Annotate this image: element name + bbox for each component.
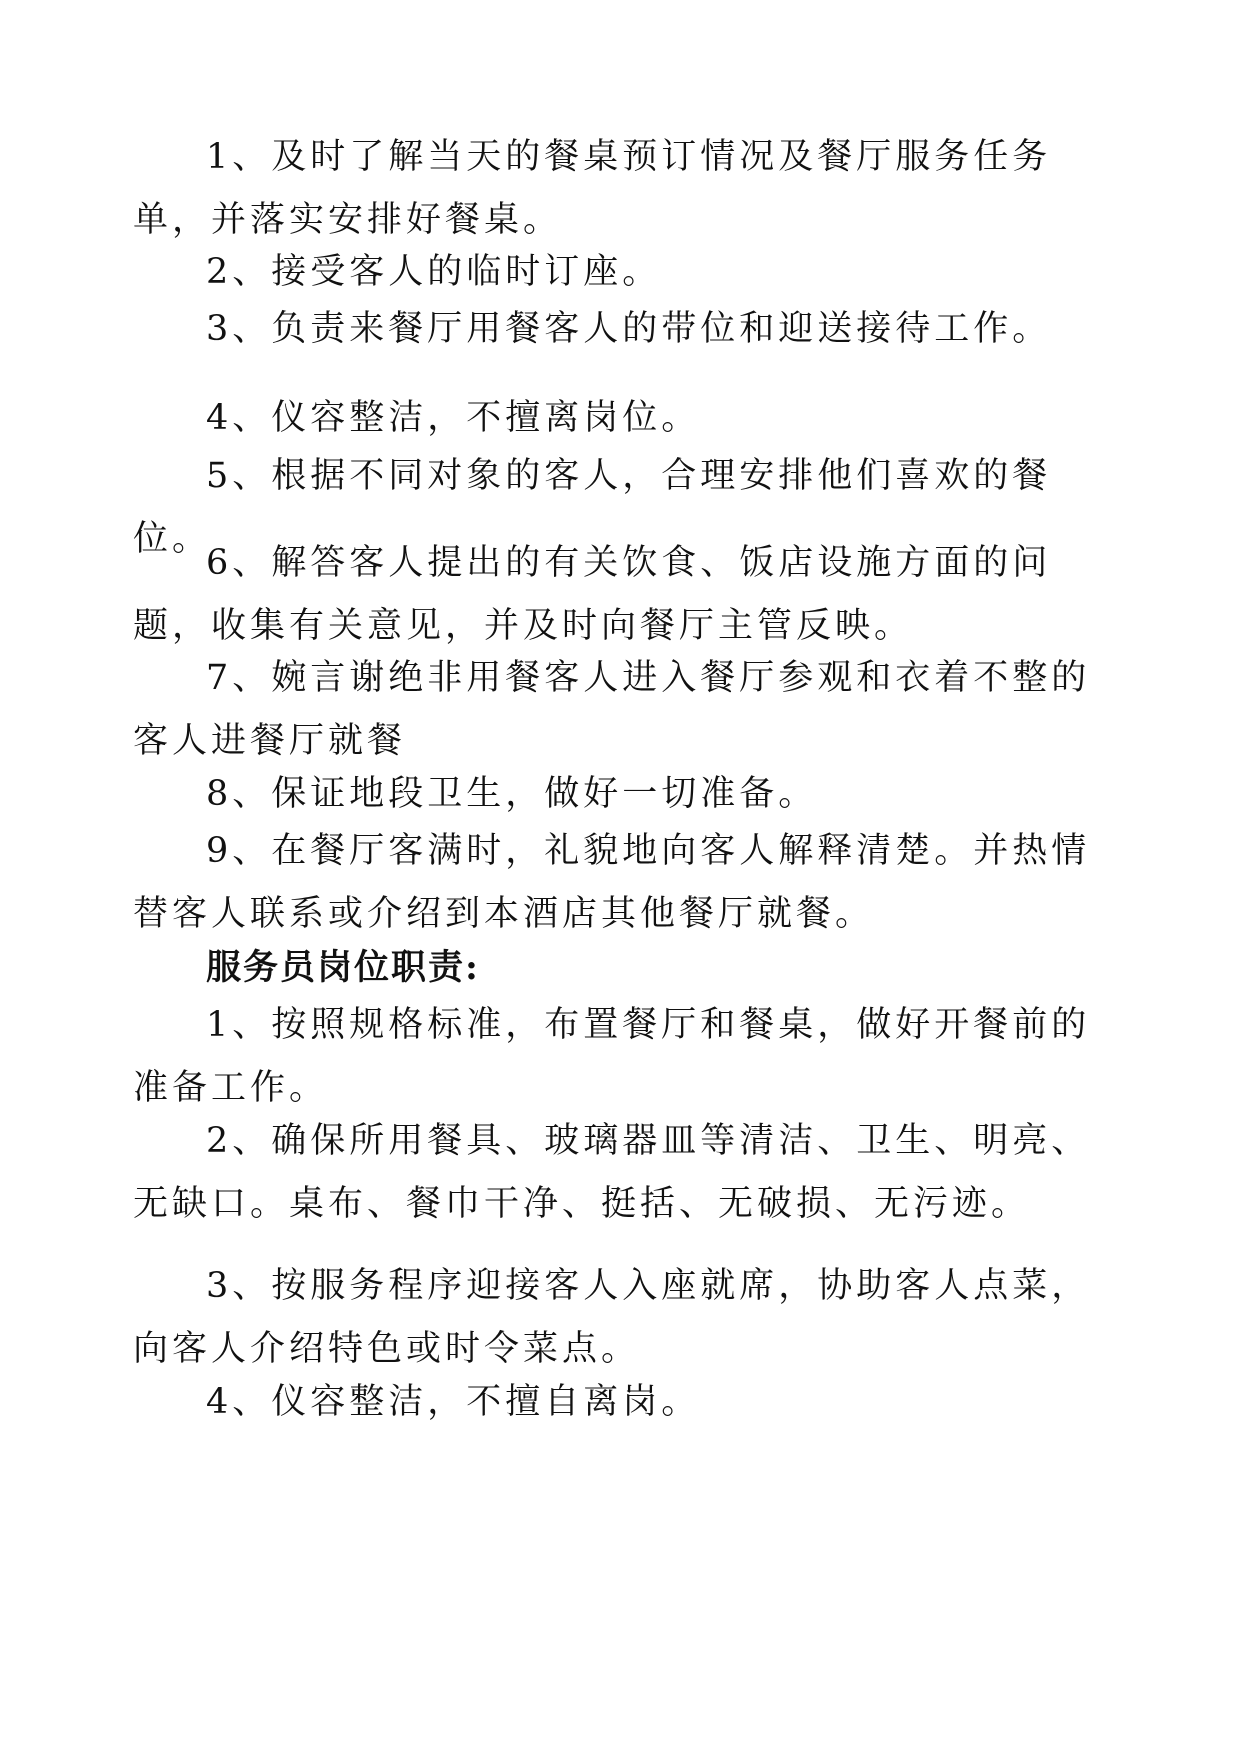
duty-item-9: 9、在餐厅客满时，礼貌地向客人解释清楚。并热情替客人联系或介绍到本酒店其他餐厅就餐。 bbox=[133, 831, 1091, 934]
duty-item-5: 5、根据不同对象的客人，合理安排他们喜欢的餐位。 bbox=[133, 456, 1052, 559]
section-heading: 服务员岗位职责: bbox=[206, 947, 480, 988]
duty-item-6: 6、解答客人提出的有关饮食、饭店设施方面的问题，收集有关意见，并及时向餐厅主管反映。 bbox=[133, 543, 1052, 646]
duty-item-8: 8、保证地段卫生，做好一切准备。 bbox=[206, 774, 818, 814]
waiter-duty-item-3: 3、按服务程序迎接客人入座就席，协助客人点菜，向客人介绍特色或时令菜点。 bbox=[133, 1266, 1091, 1369]
duty-item-2: 2、接受客人的临时订座。 bbox=[206, 252, 662, 292]
waiter-duty-item-1: 1、按照规格标准，布置餐厅和餐桌，做好开餐前的准备工作。 bbox=[133, 1005, 1091, 1108]
waiter-duty-item-4: 4、仪容整洁，不擅自离岗。 bbox=[206, 1382, 701, 1422]
duty-item-1: 1、及时了解当天的餐桌预订情况及餐厅服务任务单，并落实安排好餐桌。 bbox=[133, 137, 1052, 240]
duty-item-3: 3、负责来餐厅用餐客人的带位和迎送接待工作。 bbox=[206, 309, 1052, 349]
waiter-duty-item-2: 2、确保所用餐具、玻璃器皿等清洁、卫生、明亮、无缺口。桌布、餐巾干净、挺括、无破损、无污迹。 bbox=[133, 1121, 1091, 1224]
duty-item-4: 4、仪容整洁，不擅离岗位。 bbox=[206, 398, 701, 438]
duty-item-7: 7、婉言谢绝非用餐客人进入餐厅参观和衣着不整的客人进餐厅就餐 bbox=[133, 658, 1091, 761]
